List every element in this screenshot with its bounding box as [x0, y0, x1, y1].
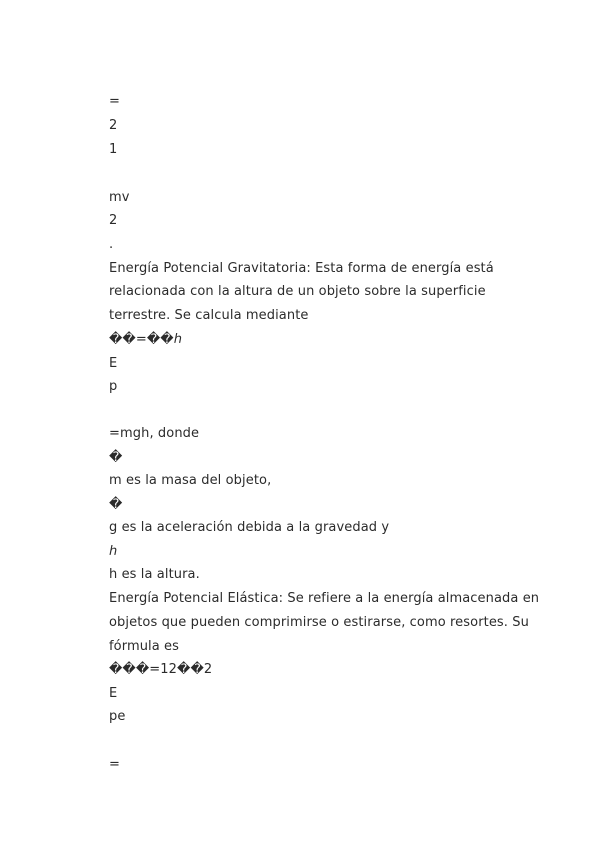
text-line: p: [109, 379, 118, 394]
paragraph-line: relacionada con la altura de un objeto sobre la superficie: [109, 284, 486, 299]
paragraph-line: objetos que pueden comprimirse o estirarse, como resortes. Su: [109, 615, 529, 630]
text-line: =: [109, 757, 120, 772]
text-line: =: [109, 94, 120, 109]
text-line: .: [109, 237, 114, 252]
text-line: m es la masa del objeto,: [109, 473, 272, 488]
text-line: mv: [109, 190, 130, 205]
text-line: 2: [109, 213, 118, 228]
text-line: 2: [109, 118, 118, 133]
formula-line: ��=��ℎ: [109, 332, 183, 347]
paragraph-line: Energía Potencial Gravitatoria: Esta forma de energía está: [109, 261, 494, 276]
text-line: ℎ: [109, 544, 118, 559]
text-line: E: [109, 686, 118, 701]
text-line: �: [109, 497, 123, 512]
text-line: 1: [109, 142, 118, 157]
paragraph-line: fórmula es: [109, 639, 180, 654]
text-line: pe: [109, 709, 126, 724]
text-line: E: [109, 356, 118, 371]
text-line: h es la altura.: [109, 567, 200, 582]
text-line: g es la aceleración debida a la gravedad y: [109, 520, 390, 535]
text-line: �: [109, 450, 123, 465]
formula-line: =mgh, donde: [109, 426, 200, 441]
paragraph-line: Energía Potencial Elástica: Se refiere a la energía almacenada en: [109, 591, 540, 606]
paragraph-line: terrestre. Se calcula mediante: [109, 308, 309, 323]
formula-line: ���=12��2: [109, 662, 213, 677]
